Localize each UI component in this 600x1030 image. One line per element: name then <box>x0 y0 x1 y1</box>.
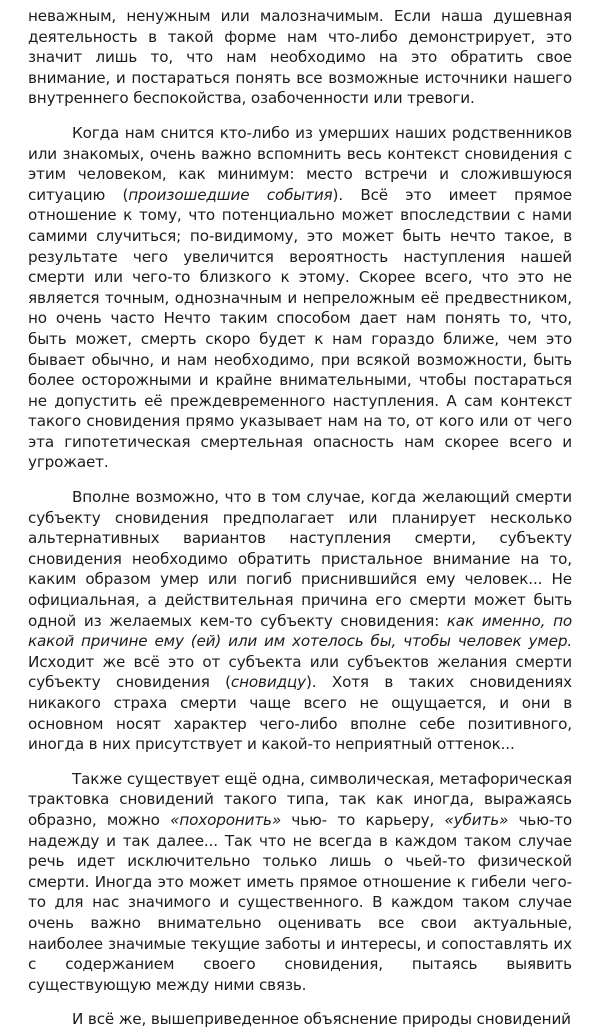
paragraph-3-text-1: Вполне возможно, что в том случае, когда желающий смерти субъекту сновидения предполагает или планирует несколько альтернативных вариантов наступления смерти, субъекту сновидения необходимо обратить пристальное внимание на то, каким образом умер или погиб приснившийся ему человек... Не официальная, а действительная причина его смерти может быть одной из желаемых кем-то субъекту сновидения: <box>28 488 572 630</box>
paragraph-2-italic-1: произошедшие события <box>128 185 333 204</box>
paragraph-2 <box>28 123 572 473</box>
paragraph-1 <box>28 6 572 109</box>
paragraph-1-text-1: неважным, ненужным или малозначимым. Если наша душевная деятельность в такой форме нам что-либо демонстрирует, это значит лишь то, что нам необходимо на это обратить свое внимание, и постараться понять все возможные источники нашего внутреннего беспокойства, озабоченности или тревоги. <box>28 7 572 108</box>
paragraph-5-text-1: И всё же, вышеприведенное объяснение природы сновидений <box>72 1010 571 1029</box>
paragraph-3-text-2: Исходит же всё это от субъекта или субъектов желания смерти субъекту сновидения ( <box>28 652 572 692</box>
paragraph-4 <box>28 769 572 996</box>
paragraph-4-text-2: чью- то карьеру, <box>281 810 445 829</box>
paragraph-4-text-3: чью-то надежду и так далее... Так что не всегда в каждом таком случае речь идет исключительно только лишь о чьей-то физической смерти. Иногда это может иметь прямое отношение к гибели чего-то для нас значимого и существенного. В каждом таком случае очень важно внимательно оценивать все свои актуальные, наиболее значимые текущие заботы и интересы, и сопоставлять их с содержанием своего сновидения, пытаясь выявить существующую между ними связь. <box>28 810 572 994</box>
paragraph-4-italic-1: «похоронить» <box>170 810 282 829</box>
paragraph-2-text-2: ). Всё это имеет прямое отношение к тому, что потенциально может впоследствии с нами самими случиться; по-видимому, это может быть нечто такое, в результате чего увеличится вероятность наступления нашей смерти или чего-то близкого к этому. Скорее всего, что это не является точным, однозначным и непреложным её предвестником, но очень часто Нечто таким способом дает нам понять то, что, быть может, смерть скоро будет к нам гораздо ближе, чем это бывает обычно, и нам необходимо, при всякой возможности, быть более осторожными и крайне внимательными, чтобы постараться не допустить её преждевременного наступления. А сам контекст такого сновидения прямо указывает нам на то, от кого или от чего эта гипотетическая смертельная опасность нам скорее всего и угрожает. <box>28 185 572 472</box>
paragraph-4-text-1: Также существует ещё одна, символическая, метафорическая трактовка сновидений такого типа, так как иногда, выражаясь образно, можно <box>28 769 572 829</box>
paragraph-3-italic-1: как именно, по какой причине ему (ей) или им хотелось бы, чтобы человек умер. <box>28 611 572 651</box>
paragraph-2-text-1: Когда нам снится кто-либо из умерших наших родственников или знакомых, очень важно вспомнить весь контекст сновидения с этим человеком, как минимум: место встречи и сложившуюся ситуацию ( <box>28 123 572 204</box>
paragraph-3-text-3: ). Хотя в таких сновидениях никакого страха смерти чаще всего не ощущается, и они в основном носят характер чего-либо вполне себе позитивного, иногда в них присутствует и какой-то неприятный оттенок... <box>28 673 572 754</box>
paragraph-5 <box>28 1009 572 1030</box>
paragraph-4-italic-2: «убить» <box>444 810 509 829</box>
paragraph-3 <box>28 487 572 755</box>
paragraph-3-italic-2: сновидцу <box>230 673 306 692</box>
